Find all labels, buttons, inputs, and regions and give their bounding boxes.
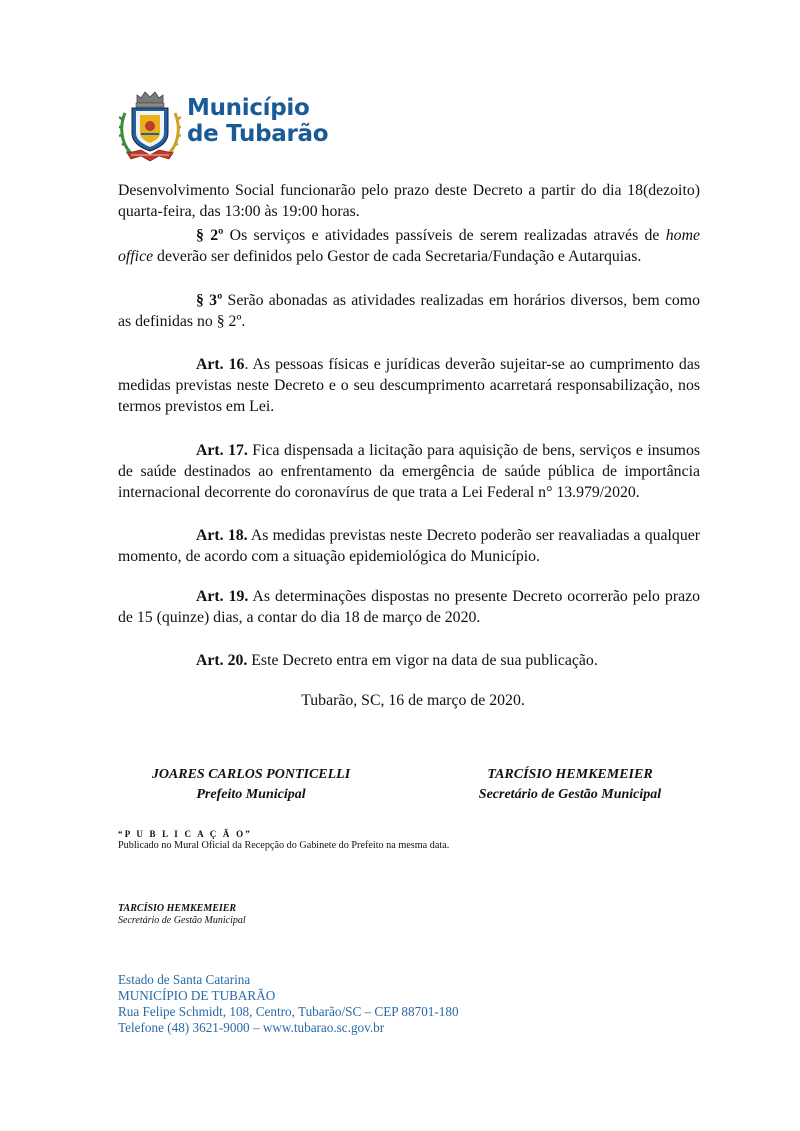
article-16-text: . As pessoas físicas e jurídicas deverão sujeitar-se ao cumprimento das medidas previstas neste Decreto e o seu descumprimento acarretará responsabilização, nos termos previstos em Lei. [118,356,700,415]
section-2-label: § 2º [196,227,224,244]
mayor-name: JOARES CARLOS PONTICELLI [151,767,351,782]
article-17-text: Fica dispensada a licitação para aquisição de bens, serviços e insumos de saúde destinados ao enfrentamento da emergência de saúde pública de importância internacional decorrente do coronavírus de que trata a Lei Federal n° 13.979/2020. [118,442,700,501]
secretary-name: TARCÍSIO HEMKEMEIER [487,767,653,782]
paragraph-1: Desenvolvimento Social funcionarão pelo prazo deste Decreto a partir do dia 18(dezoito) quarta-feira, das 13:00 às 19:00 horas. [118,182,700,220]
secretary-role: Secretário de Gestão Municipal [478,787,662,802]
paragraph-2 [118,225,700,267]
article-18-text: As medidas previstas neste Decreto poderão ser reavaliadas a qualquer momento, de acordo com a situação epidemiológica do Município. [118,527,700,565]
article-16-label: Art. 16 [196,356,245,373]
article-17-label: Art. 17. [196,442,248,459]
publication-note [118,828,449,852]
signature-mayor [140,765,362,805]
secretary-block [118,903,246,927]
article-19-text: As determinações dispostas no presente Decreto ocorrerão pelo prazo de 15 (quinze) dias, a contar do dia 18 de março de 2020. [118,588,700,626]
footer-address [118,972,459,1036]
section-2-text-b: deverão ser definidos pelo Gestor de cada Secretaria/Fundação e Autarquias. [153,248,642,265]
article-17 [118,440,700,503]
footer-street: Rua Felipe Schmidt, 108, Centro, Tubarão/SC – CEP 88701-180 [118,1004,459,1019]
footer-contact: Telefone (48) 3621-9000 – www.tubarao.sc.gov.br [118,1020,385,1035]
section-2-italic: home office [118,227,700,265]
publication-text: Publicado no Mural Oficial da Recepção do Gabinete do Prefeito na mesma data. [118,840,450,851]
coat-of-arms-icon [119,89,181,164]
section-3-text: Serão abonadas as atividades realizadas em horários diversos, bem como as definidas no § 2º. [118,292,700,330]
secretary-block-name: TARCÍSIO HEMKEMEIER [118,903,237,914]
logo-line-2: de Tubarão [187,121,329,147]
footer-municipality: MUNICÍPIO DE TUBARÃO [118,988,276,1003]
signature-secretary [470,765,670,805]
paragraph-continuation [118,180,700,222]
article-19 [118,586,700,628]
article-20 [118,650,700,671]
section-2-text-a: Os serviços e atividades passíveis de serem realizadas através de [223,227,666,244]
date-line [0,692,800,710]
secretary-block-role: Secretário de Gestão Municipal [118,915,246,926]
municipality-logo [119,89,329,164]
article-20-label: Art. 20. [196,652,248,669]
article-19-label: Art. 19. [196,588,249,605]
article-18-label: Art. 18. [196,527,248,544]
logo-line-1: Município [187,95,310,121]
paragraph-3 [118,290,700,332]
date-text: Tubarão, SC, 16 de março de 2020. [301,692,525,709]
mayor-role: Prefeito Municipal [196,787,306,802]
article-20-text: Este Decreto entra em vigor na data de sua publicação. [247,652,598,669]
footer-state: Estado de Santa Catarina [118,972,251,987]
publication-title: “P U B L I C A Ç Ã O” [118,829,252,839]
article-16 [118,354,700,417]
article-18 [118,525,700,567]
section-3-label: § 3º [196,292,223,309]
municipality-name [187,95,328,147]
